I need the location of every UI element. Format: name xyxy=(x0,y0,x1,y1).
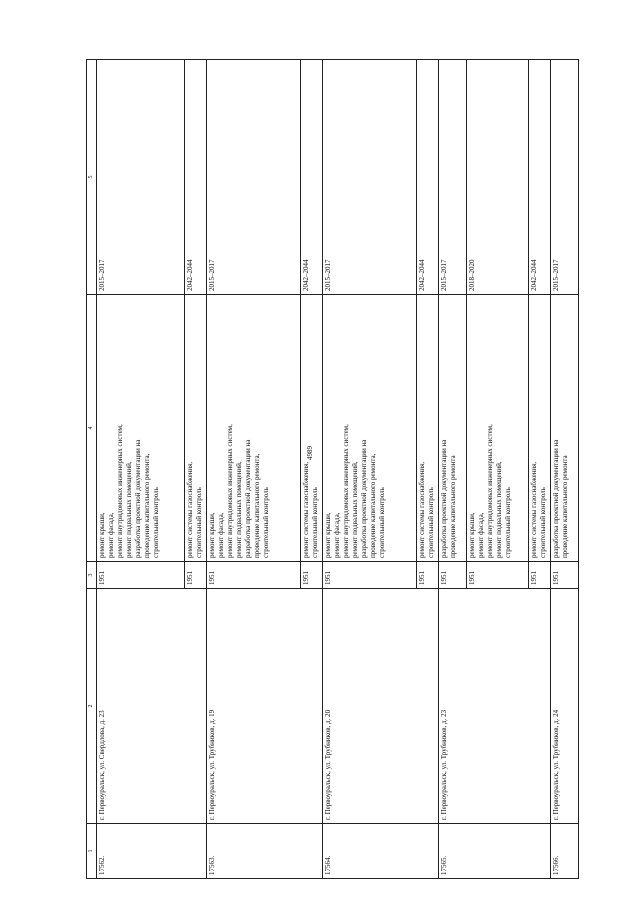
header-cell-works: 4 xyxy=(87,295,97,562)
works-cell: ремонт крыши, ремонт фасада, ремонт внутридомовых инженерных систем, ремонт подвальных помещений, строительный контроль xyxy=(467,295,529,562)
period-cell: 2015–2017 xyxy=(439,60,467,295)
year-cell: 1951 xyxy=(529,562,551,589)
period-cell: 2042–2044 xyxy=(185,60,207,295)
table-row xyxy=(207,60,301,879)
row-number: 17565. xyxy=(439,824,551,879)
works-cell: ремонт крыши, ремонт фасада, ремонт внутридомовых инженерных систем, ремонт подвальных помещений, разработка проектной документации на проведение капитального ремонта, строительный контроль xyxy=(323,295,417,562)
year-cell: 1951 xyxy=(97,562,185,589)
period-cell: 2042–2044 xyxy=(529,60,551,295)
period-cell: 2042–2044 xyxy=(301,60,323,295)
header-cell-num: 1 xyxy=(87,824,97,879)
header-cell-year: 3 xyxy=(87,562,97,589)
works-cell: ремонт системы газоснабжения, строительный контроль xyxy=(301,295,323,562)
table-body xyxy=(87,60,579,879)
works-cell: разработка проектной документации на проведение капитального ремонта xyxy=(439,295,467,562)
works-cell: разработка проектной документации на проведение капитального ремонта xyxy=(551,295,579,562)
period-cell: 2015–2017 xyxy=(207,60,301,295)
header-cell-address: 2 xyxy=(87,589,97,824)
address-cell: г. Первоуральск, ул. Трубников, д. 23 xyxy=(439,589,551,824)
works-cell: ремонт крыши, ремонт фасада, ремонт внутридомовых инженерных систем, ремонт подвальных помещений, разработка проектной документации на проведение капитального ремонта, строительный контроль xyxy=(97,295,185,562)
year-cell: 1951 xyxy=(323,562,417,589)
row-number: 17562. xyxy=(97,824,207,879)
address-cell: г. Первоуральск, ул. Свердлова, д. 23 xyxy=(97,589,207,824)
page-number: 4989 xyxy=(306,446,314,460)
year-cell: 1951 xyxy=(417,562,439,589)
address-cell: г. Первоуральск, ул. Трубников, д. 20 xyxy=(323,589,439,824)
row-number: 17563. xyxy=(207,824,323,879)
year-cell: 1951 xyxy=(185,562,207,589)
period-cell: 2015–2017 xyxy=(323,60,417,295)
repair-schedule-table xyxy=(86,59,579,879)
period-cell: 2042–2044 xyxy=(417,60,439,295)
header-cell-period: 5 xyxy=(87,60,97,295)
row-number: 17566. xyxy=(551,824,579,879)
row-number: 17564. xyxy=(323,824,439,879)
works-cell: ремонт системы газоснабжения, строительный контроль xyxy=(417,295,439,562)
year-cell: 1951 xyxy=(439,562,467,589)
year-cell: 1951 xyxy=(207,562,301,589)
year-cell: 1951 xyxy=(551,562,579,589)
period-cell: 2015–2017 xyxy=(551,60,579,295)
rotated-page xyxy=(86,85,576,879)
works-cell: ремонт системы газоснабжения, строительный контроль xyxy=(529,295,551,562)
year-cell: 1951 xyxy=(301,562,323,589)
address-cell: г. Первоуральск, ул. Трубников, д. 24 xyxy=(551,589,579,824)
year-cell: 1951 xyxy=(467,562,529,589)
address-cell: г. Первоуральск, ул. Трубников, д. 19 xyxy=(207,589,323,824)
table-row xyxy=(439,60,467,879)
header-row xyxy=(87,60,97,879)
works-cell: ремонт крыши, ремонт фасада, ремонт внутридомовых инженерных систем, ремонт подвальных помещений, разработка проектной документации на проведение капитального ремонта, строительный контроль xyxy=(207,295,301,562)
table-row xyxy=(323,60,417,879)
period-cell: 2018–2020 xyxy=(467,60,529,295)
table-row xyxy=(551,60,579,879)
table-row xyxy=(97,60,185,879)
rotated-content xyxy=(86,85,576,879)
period-cell: 2015–2017 xyxy=(97,60,185,295)
works-cell: ремонт системы газоснабжения, строительный контроль xyxy=(185,295,207,562)
